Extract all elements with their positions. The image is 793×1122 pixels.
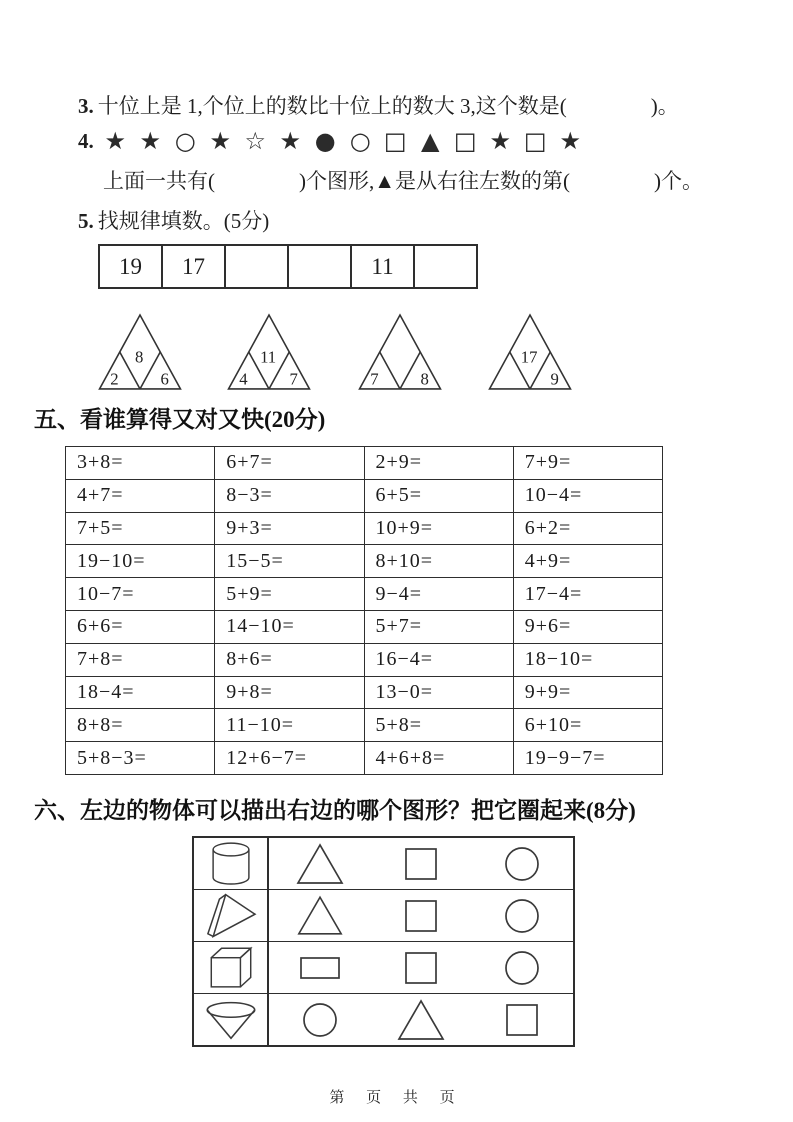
- sequence-cell-blank[interactable]: [414, 245, 477, 288]
- match-row-triangular-prism: [194, 890, 573, 942]
- question-4-prompt: 上面一共有( )个图形,▲是从右往左数的第( )个。: [103, 169, 704, 193]
- calc-cell[interactable]: 13−0=: [364, 676, 513, 709]
- question-5-number: 5.: [78, 209, 94, 233]
- star-filled-icon: ★: [559, 127, 581, 155]
- sequence-cell: 17: [162, 245, 225, 288]
- star-filled-icon: ★: [139, 127, 161, 155]
- calc-cell[interactable]: 9+3=: [215, 512, 364, 545]
- svg-text:7: 7: [289, 369, 298, 389]
- svg-text:8: 8: [420, 369, 429, 389]
- sequence-cell: 19: [99, 245, 162, 288]
- svg-text:4: 4: [239, 369, 248, 389]
- square-outline-icon: □: [523, 127, 547, 155]
- cube-icon: [194, 942, 269, 993]
- question-4-number: 4.: [78, 128, 94, 153]
- calc-cell[interactable]: 8+10=: [364, 545, 513, 578]
- match-row-cone: [194, 994, 573, 1045]
- circle-option-icon[interactable]: [269, 994, 370, 1045]
- calc-cell[interactable]: 18−10=: [513, 643, 662, 676]
- calc-cell[interactable]: 8+8=: [66, 709, 215, 742]
- calc-cell[interactable]: 6+2=: [513, 512, 662, 545]
- svg-text:2: 2: [110, 369, 119, 389]
- calc-cell[interactable]: 8+6=: [215, 643, 364, 676]
- calc-cell[interactable]: 19−10=: [66, 545, 215, 578]
- triangular-prism-icon: [194, 890, 269, 941]
- calc-cell[interactable]: 4+6+8=: [364, 742, 513, 775]
- circle-option-icon[interactable]: [472, 942, 573, 993]
- cone-icon: [194, 994, 269, 1045]
- match-row-cube: [194, 942, 573, 994]
- sequence-table: [98, 244, 478, 289]
- calc-cell[interactable]: 15−5=: [215, 545, 364, 578]
- section-6-heading: 六、左边的物体可以描出右边的哪个图形？把它圈起来(8分): [34, 798, 636, 823]
- question-5-text: 找规律填数。(5分): [97, 209, 270, 233]
- star-filled-icon: ★: [209, 127, 231, 155]
- calc-cell[interactable]: 10+9=: [364, 512, 513, 545]
- triangle-filled-icon: ▲: [421, 127, 440, 155]
- star-filled-icon: ★: [104, 127, 126, 155]
- calc-cell[interactable]: 18−4=: [66, 676, 215, 709]
- calc-cell[interactable]: 8−3=: [215, 479, 364, 512]
- square-option-icon[interactable]: [370, 838, 471, 889]
- question-3: [78, 92, 679, 120]
- calc-cell[interactable]: 5+8−3=: [66, 742, 215, 775]
- match-row-cylinder: [194, 838, 573, 890]
- calc-cell[interactable]: 7+5=: [66, 512, 215, 545]
- svg-text:17: 17: [520, 347, 538, 367]
- triangle-puzzle-4: [486, 311, 574, 393]
- calc-cell[interactable]: 6+6=: [66, 610, 215, 643]
- calc-cell[interactable]: 4+7=: [66, 479, 215, 512]
- calc-cell[interactable]: 4+9=: [513, 545, 662, 578]
- calc-cell[interactable]: 2+9=: [364, 447, 513, 480]
- question-4: [78, 126, 588, 156]
- triangle-puzzle-1: [96, 311, 184, 393]
- triangle-option-icon[interactable]: [370, 994, 471, 1045]
- calc-cell[interactable]: 6+10=: [513, 709, 662, 742]
- svg-text:9: 9: [550, 369, 559, 389]
- footer-page-label: 第 页 共 页: [329, 1090, 464, 1106]
- triangle-puzzle-3: [356, 311, 444, 393]
- square-outline-icon: □: [453, 127, 477, 155]
- triangle-puzzle-2: [225, 311, 313, 393]
- match-table: [192, 836, 575, 1047]
- svg-text:11: 11: [260, 347, 277, 367]
- question-3-text: 十位上是 1,个位上的数比十位上的数大 3,这个数是( )。: [97, 94, 679, 118]
- square-outline-icon: □: [383, 127, 407, 155]
- star-outline-icon: ☆: [244, 127, 266, 155]
- calc-cell[interactable]: 11−10=: [215, 709, 364, 742]
- square-option-icon[interactable]: [370, 890, 471, 941]
- calc-cell[interactable]: 9+8=: [215, 676, 364, 709]
- calc-table: [65, 446, 663, 775]
- square-option-icon[interactable]: [472, 994, 573, 1045]
- triangle-option-icon[interactable]: [269, 890, 370, 941]
- sequence-cell: 11: [351, 245, 414, 288]
- circle-option-icon[interactable]: [472, 890, 573, 941]
- calc-cell[interactable]: 5+7=: [364, 610, 513, 643]
- calc-cell[interactable]: 6+7=: [215, 447, 364, 480]
- circle-option-icon[interactable]: [472, 838, 573, 889]
- calc-cell[interactable]: 7+9=: [513, 447, 662, 480]
- triangle-option-icon[interactable]: [269, 838, 370, 889]
- calc-cell[interactable]: 5+9=: [215, 578, 364, 611]
- sequence-cell-blank[interactable]: [225, 245, 288, 288]
- calc-cell[interactable]: 7+8=: [66, 643, 215, 676]
- calc-cell[interactable]: 16−4=: [364, 643, 513, 676]
- calc-cell[interactable]: 10−4=: [513, 479, 662, 512]
- circle-filled-icon: ●: [314, 127, 336, 155]
- calc-cell[interactable]: 6+5=: [364, 479, 513, 512]
- calc-cell[interactable]: 12+6−7=: [215, 742, 364, 775]
- svg-text:8: 8: [134, 347, 144, 367]
- sequence-cell-blank[interactable]: [288, 245, 351, 288]
- calc-cell[interactable]: 5+8=: [364, 709, 513, 742]
- star-filled-icon: ★: [489, 127, 511, 155]
- svg-text:6: 6: [160, 369, 169, 389]
- circle-outline-icon: ○: [349, 127, 371, 155]
- question-3-number: 3.: [78, 94, 94, 118]
- calc-cell[interactable]: 17−4=: [513, 578, 662, 611]
- calc-cell[interactable]: 19−9−7=: [513, 742, 662, 775]
- calc-cell[interactable]: 14−10=: [215, 610, 364, 643]
- calc-cell[interactable]: 3+8=: [66, 447, 215, 480]
- rectangle-option-icon[interactable]: [269, 942, 370, 993]
- section-5-heading: 五、看谁算得又对又快(20分): [34, 407, 326, 432]
- calc-cell[interactable]: 9−4=: [364, 578, 513, 611]
- calc-cell[interactable]: 9+6=: [513, 610, 662, 643]
- calc-cell[interactable]: 9+9=: [513, 676, 662, 709]
- calc-cell[interactable]: 10−7=: [66, 578, 215, 611]
- star-filled-icon: ★: [279, 127, 301, 155]
- square-option-icon[interactable]: [370, 942, 471, 993]
- cylinder-icon: [194, 838, 269, 889]
- svg-text:7: 7: [370, 369, 379, 389]
- question-5: [78, 207, 269, 235]
- circle-outline-icon: ○: [174, 127, 196, 155]
